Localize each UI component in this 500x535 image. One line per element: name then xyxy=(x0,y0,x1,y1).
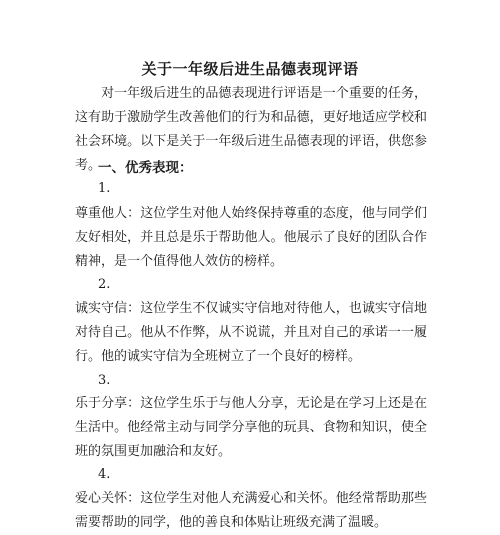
item-number-1: 1. xyxy=(98,181,111,196)
item-text-2: 诚实守信：这位学生不仅诚实守信地对待他人，也诚实守信地对待自己。他从不作弊，从不说谎，并且对自己的承诺一一履行。他的诚实守信为全班树立了一个良好的榜样。 xyxy=(75,301,427,364)
item-number-2: 2. xyxy=(98,277,111,292)
item-text-1: 尊重他人：这位学生对他人始终保持尊重的态度，他与同学们友好相处，并且总是乐于帮助他人。他展示了良好的团队合作精神，是一个值得他人效仿的榜样。 xyxy=(75,206,427,269)
document-title: 关于一年级后进生品德表现评语 xyxy=(141,60,359,78)
item-number-3: 3. xyxy=(98,373,111,388)
item-text-4: 爱心关怀：这位学生对他人充满爱心和关怀。他经常帮助那些需要帮助的同学，他的善良和体贴让班级充满了温暖。 xyxy=(75,491,427,530)
item-text-3: 乐于分享：这位学生乐于与他人分享，无论是在学习上还是在生活中。他经常主动与同学分享他的玩具、食物和知识，使全班的氛围更加融洽和友好。 xyxy=(75,396,427,459)
item-number-4: 4. xyxy=(98,467,111,482)
intro-paragraph: 对一年级后进生的品德表现进行评语是一个重要的任务，这有助于激励学生改善他们的行为和品德，更好地适应学校和社会环境。以下是关于一年级后进生品德表现的评语，供您参考。 xyxy=(75,86,427,173)
section-heading: 一、优秀表现： xyxy=(98,160,193,176)
